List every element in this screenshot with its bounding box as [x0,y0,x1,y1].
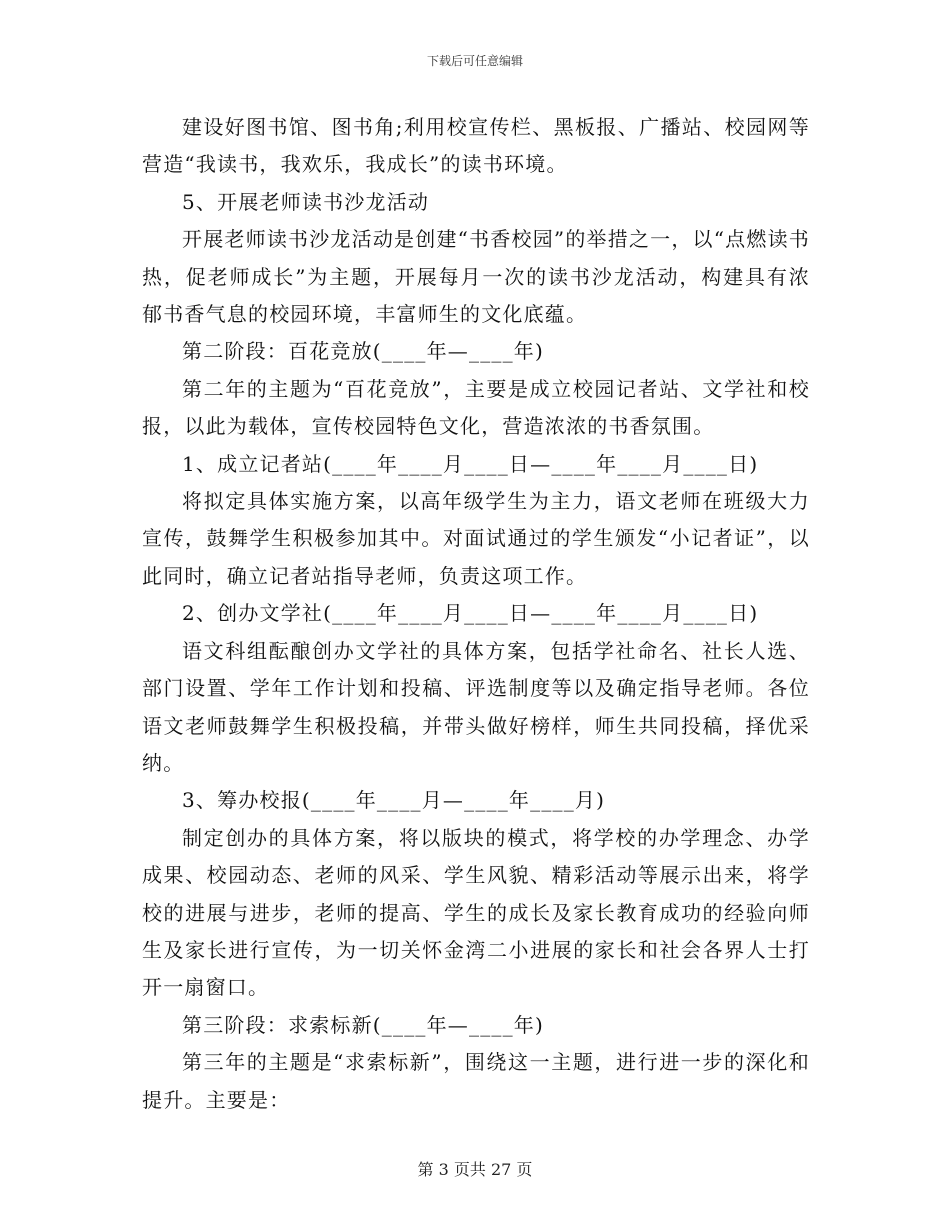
paragraph-literary-club: 语文科组酝酿创办文学社的具体方案，包括学社命名、社长人选、部门设置、学年工作计划和投稿、评选制度等以及确定指导老师。各位语文老师鼓舞学生积极投稿，并带头做好榜样，师生共同投稿，择优采纳。 [142,638,810,775]
heading-stage-three: 第三阶段：求索标新(____年—____年) [182,1012,545,1037]
heading-school-newspaper: 3、筹办校报(____年____月—____年____月) [182,788,606,813]
heading-teacher-salon: 5、开展老师读书沙龙活动 [182,189,430,214]
document-body [142,109,810,1119]
heading-stage-two: 第二阶段：百花竞放(____年—____年) [182,339,545,364]
page-header: 下载后可任意编辑 [426,54,523,68]
paragraph-teacher-salon: 开展老师读书沙龙活动是创建“书香校园”的举措之一，以“点燃读书热，促老师成长”为主题，开展每月一次的读书沙龙活动，构建具有浓郁书香气息的校园环境，丰富师生的文化底蕴。 [142,227,810,327]
paragraph-school-newspaper: 制定创办的具体方案，将以版块的模式，将学校的办学理念、办学成果、校园动态、老师的风采、学生风貌、精彩活动等展示出来，将学校的进展与进步，老师的提高、学生的成长及家长教育成功的经验向师生及家长进行宣传，为一切关怀金湾二小进展的家长和社会各界人士打开一扇窗口。 [142,825,810,1000]
page-footer: 第 3 页共 27 页 [417,1160,533,1179]
paragraph-reporter-station: 将拟定具体实施方案，以高年级学生为主力，语文老师在班级大力宣传，鼓舞学生积极参加其中。对面试通过的学生颁发“小记者证”，以此同时，确立记者站指导老师，负责这项工作。 [142,489,810,588]
paragraph-stage-three: 第三年的主题是“求索标新”，围绕这一主题，进行进一步的深化和提升。主要是： [142,1050,810,1112]
heading-reporter-station: 1、成立记者站(____年____月____日—____年____月____日) [182,451,759,476]
paragraph-stage-two: 第二年的主题为“百花竞放”，主要是成立校园记者站、文学社和校报，以此为载体，宣传校园特色文化，营造浓浓的书香氛围。 [142,376,810,439]
heading-literary-club: 2、创办文学社(____年____月____日—____年____月____日) [182,601,759,626]
paragraph-environment: 建设好图书馆、图书角;利用校宣传栏、黑板报、广播站、校园网等营造“我读书，我欢乐，我成长”的读书环境。 [142,115,810,177]
